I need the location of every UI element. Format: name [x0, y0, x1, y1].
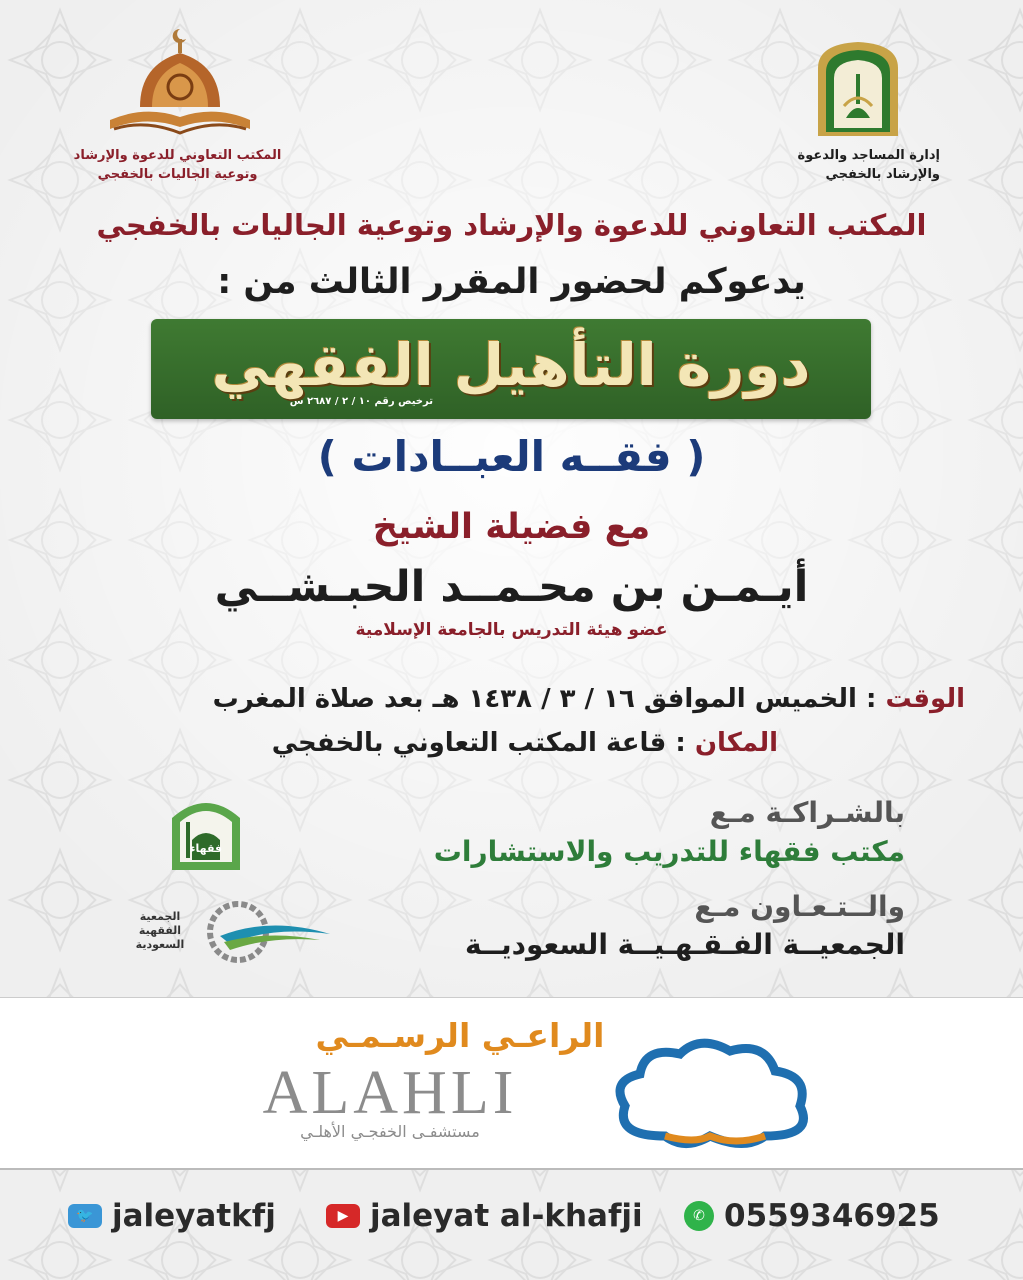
partnership-label: بالشـراكـة مـع: [709, 796, 905, 829]
youtube-contact[interactable]: [326, 1194, 643, 1238]
sponsor-band: [0, 997, 1023, 1170]
whatsapp-contact[interactable]: [684, 1194, 940, 1238]
place-label: المكان: [694, 728, 778, 758]
cooperation-org: الجمعيــة الفـقـهـيــة السعوديــة: [464, 928, 905, 961]
place-row: [40, 728, 778, 758]
course-banner: [151, 319, 871, 419]
cloud-logo-icon: [605, 1036, 815, 1156]
society-logo-text: [120, 910, 200, 952]
time-row: [40, 684, 965, 714]
license-note: ترخيص رقم ١٠ / ٢ / ٢٦٨٧ س: [289, 396, 433, 407]
youtube-handle: jaleyat al-khafji: [370, 1198, 643, 1234]
right-logo-line1: إدارة المساجد والدعوة: [797, 148, 940, 163]
ministry-logo: [808, 38, 908, 138]
time-value: : الخميس الموافق ١٦ / ٣ / ١٤٣٨ هـ بعد صلاة المغرب: [212, 684, 877, 714]
youtube-icon: ▶: [326, 1204, 360, 1228]
partnership-org: مكتب فقهاء للتدريب والاستشارات: [433, 835, 905, 868]
right-logo-line2: والإرشاد بالخفجي: [825, 167, 940, 182]
sheikh-name: أيـمـن بن محـمــد الحبـشــي: [214, 562, 809, 612]
society-logo-line2: الفقهية: [138, 924, 182, 937]
mosque-dome-book-icon: [100, 25, 260, 140]
organizer-line: المكتب التعاوني للدعوة والإرشاد وتوعية الجاليات بالخفجي: [96, 208, 927, 242]
cooperative-office-logo: [100, 25, 260, 140]
left-logo-line2: وتوعية الجاليات بالخفجي: [97, 167, 258, 182]
fuqaha-mosque-icon: [166, 792, 246, 872]
society-logo-line1: الجمعية: [139, 910, 181, 923]
society-logo: [120, 896, 335, 968]
place-value: : قاعة المكتب التعاوني بالخفجي: [271, 728, 686, 758]
fuqaha-logo: [166, 792, 246, 872]
twitter-icon: 🐦: [68, 1204, 102, 1228]
course-title: دورة التأهيل الفقهي: [211, 331, 811, 399]
sponsor-brand: ALAHLI: [262, 1059, 518, 1127]
course-subtitle: ( فقــه العبــادات ): [317, 432, 706, 481]
invite-line: يدعوكم لحضور المقرر الثالث من :: [217, 262, 806, 302]
twitter-handle: jaleyatkfj: [112, 1198, 276, 1234]
whatsapp-icon: ✆: [684, 1201, 714, 1231]
twitter-contact[interactable]: [68, 1194, 276, 1238]
ministry-emblem-icon: [808, 38, 908, 138]
time-label: الوقت: [885, 684, 965, 714]
fuqaha-logo-text: فقهاء: [189, 842, 223, 855]
sponsor-label: الراعـي الرسـمـي: [315, 1016, 605, 1055]
society-logo-line3: السعودية: [135, 938, 185, 951]
sheikh-label: مع فضيلة الشيخ: [372, 507, 651, 547]
whatsapp-number: 0559346925: [724, 1198, 940, 1234]
left-logo-line1: المكتب التعاوني للدعوة والإرشاد: [73, 148, 282, 163]
sponsor-brand-arabic: مستشفـى الخفجـي الأهلـي: [300, 1122, 480, 1141]
cooperation-label: والــتـعـاون مـع: [694, 890, 905, 923]
sheikh-role: عضو هيئة التدريس بالجامعة الإسلامية: [355, 620, 668, 640]
